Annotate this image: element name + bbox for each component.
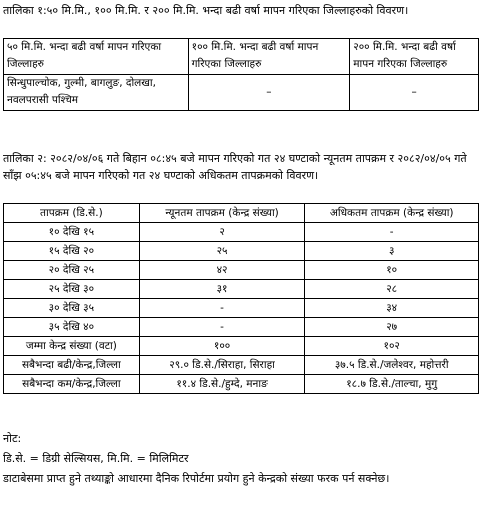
header-50mm: ५० मि.मि. भन्दा बढी वर्षा मापन गरिएका जिल्लाहरु: [4, 39, 189, 75]
range-cell: २० देखि २५: [4, 261, 140, 280]
summary-max: ३७.५ डि.से./जलेश्वर, महोत्तरी: [305, 356, 479, 375]
range-cell: १५ देखि २०: [4, 242, 140, 261]
notes-title: नोट:: [3, 432, 22, 445]
max-count-cell: -: [305, 223, 479, 242]
max-count-cell: १०: [305, 261, 479, 280]
summary-max: १०२: [305, 337, 479, 356]
table-row: [4, 261, 479, 280]
table-row: [4, 280, 479, 299]
range-cell: २५ देखि ३०: [4, 280, 140, 299]
summary-max: १८.७ डि.से./ताल्चा, मुगु: [305, 375, 479, 394]
header-min-temp: न्यूनतम तापक्रम (केन्द्र संख्या): [139, 204, 305, 223]
cell-50mm-districts: सिन्धुपाल्चोक, गुल्मी, बागलुङ, दोलखा, नवलपरासी पश्चिम: [4, 75, 189, 111]
table-header-row: [4, 39, 479, 75]
header-200mm: २०० मि.मि. भन्दा बढी वर्षा मापन गरिएका जिल्लाहरु: [350, 39, 479, 75]
table-row: [4, 318, 479, 337]
range-cell: १० देखि १५: [4, 223, 140, 242]
summary-label: सबैभन्दा कम/केन्द्र,जिल्ला: [4, 375, 140, 394]
range-cell: ३५ देखि ४०: [4, 318, 140, 337]
max-count-cell: ३: [305, 242, 479, 261]
min-count-cell: -: [139, 318, 305, 337]
header-temperature: तापक्रम (डि.से.): [4, 204, 140, 223]
summary-min: १००: [139, 337, 305, 356]
min-count-cell: -: [139, 299, 305, 318]
summary-row-total: [4, 337, 479, 356]
max-count-cell: २८: [305, 280, 479, 299]
summary-min: ११.४ डि.से./हुम्दे, मनाङ: [139, 375, 305, 394]
range-cell: ३० देखि ३५: [4, 299, 140, 318]
table-header-row: [4, 204, 479, 223]
summary-label: सबैभन्दा बढी/केन्द्र,जिल्ला: [4, 356, 140, 375]
district-rainfall-table: [3, 38, 479, 111]
header-100mm: १०० मि.मि. भन्दा बढी वर्षा मापन गरिएका जिल्लाहरु: [188, 39, 350, 75]
min-count-cell: २५: [139, 242, 305, 261]
cell-200mm-districts: –: [350, 75, 479, 111]
min-count-cell: ३१: [139, 280, 305, 299]
min-count-cell: ४२: [139, 261, 305, 280]
table-row: [4, 299, 479, 318]
summary-label: जम्मा केन्द्र संख्या (वटा): [4, 337, 140, 356]
notes-line-units: डि.से. = डिग्री सेल्सियस, मि.मि. = मिलिमिटर: [3, 452, 189, 465]
summary-min: २९.० डि.से./सिराहा, सिराहा: [139, 356, 305, 375]
max-count-cell: ३४: [305, 299, 479, 318]
summary-row-highest: [4, 356, 479, 375]
header-max-temp: अधिकतम तापक्रम (केन्द्र संख्या): [305, 204, 479, 223]
table-row: [4, 75, 479, 111]
cell-100mm-districts: –: [188, 75, 350, 111]
notes-line-disclaimer: डाटाबेसमा प्राप्त हुने तथ्याङ्को आधारमा दैनिक रिपोर्टमा प्रयोग हुने केन्द्रको संख्या फरक पर्न सक्नेछ।: [3, 472, 390, 485]
temperature-table: [3, 203, 479, 394]
max-count-cell: २७: [305, 318, 479, 337]
table1-caption: तालिका १:५० मि.मि., १०० मि.मि. र २०० मि.मि. भन्दा बढी वर्षा मापन गरिएका जिल्लाहरुको विवरण।: [3, 4, 409, 17]
table-row: [4, 242, 479, 261]
summary-row-lowest: [4, 375, 479, 394]
table-row: [4, 223, 479, 242]
table2-caption: तालिका २: २०८२/०४/०६ गते बिहान ०८:४५ बजे मापन गरिएको गत २४ घण्टाको न्यूनतम तापक्रम र २०८२/०४/०५ गते साँझ ०५:४५ बजे मापन गरिएको गत २४ घण्टाको अधिकतम तापक्रमको विवरण।: [3, 152, 467, 182]
min-count-cell: २: [139, 223, 305, 242]
